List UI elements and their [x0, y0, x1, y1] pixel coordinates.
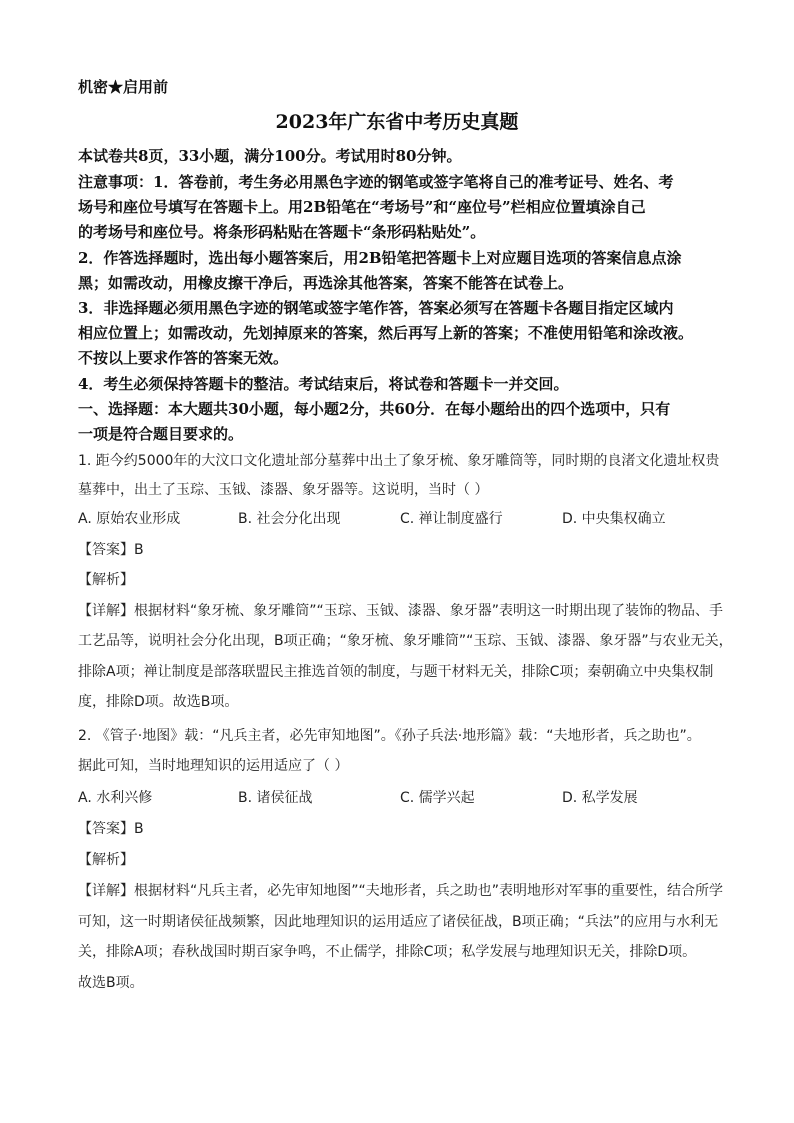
detail-line: 可知，这一时期诸侯征战频繁，因此地理知识的运用适应了诸侯征战，B项正确；“兵法”的应用与水利无: [78, 914, 719, 930]
question-stem: 2. 《管子·地图》载：“凡兵主者，必先审知地图”。《孙子兵法·地形篇》载：“夫地形者，兵之助也”。: [78, 728, 701, 744]
notes-line: 的考场号和座位号。将条形码粘贴在答题卡“条形码粘贴处”。: [78, 223, 486, 241]
section-heading: 一、选择题：本大题共30小题，每小题2分，共60分．在每小题给出的四个选项中，只有: [78, 400, 671, 418]
question-stem: 据此可知，当时地理知识的运用适应了（ ）: [78, 758, 349, 774]
notes-line: 4．考生必须保持答题卡的整洁。考试结束后，将试卷和答题卡一并交回。: [78, 375, 569, 393]
detail-line: 【详解】根据材料“象牙梳、象牙雕筒”“玉琮、玉钺、漆器、象牙器”表明这一时期出现了装饰的物品、手: [78, 603, 724, 619]
option-c: C. 禅让制度盛行: [400, 511, 503, 527]
question-stem: 1. 距今约5000年的大汶口文化遗址部分墓葬中出土了象牙梳、象牙雕筒等，同时期的良渚文化遗址权贵: [78, 453, 720, 469]
detail-line: 关，排除A项；春秋战国时期百家争鸣，不止儒学，排除C项；私学发展与地理知识无关，排除D项。: [78, 944, 697, 960]
analysis-label: 【解析】: [78, 572, 134, 588]
analysis-label: 【解析】: [78, 852, 134, 868]
notes-line: 2．作答选择题时，选出每小题答案后，用2B铅笔把答题卡上对应题目选项的答案信息点涂: [78, 249, 682, 267]
detail-line: 【详解】根据材料“凡兵主者，必先审知地图”“夫地形者，兵之助也”表明地形对军事的重要性，结合所学: [78, 883, 724, 899]
detail-line: 排除A项；禅让制度是部落联盟民主推选首领的制度，与题干材料无关，排除C项；秦朝确立中央集权制: [78, 664, 714, 680]
page-title: 2023年广东省中考历史真题: [275, 111, 519, 133]
option-c: C. 儒学兴起: [400, 790, 475, 806]
notes-line: 3．非选择题必须用黑色字迹的钢笔或签字笔作答，答案必须写在答题卡各题目指定区域内: [78, 299, 674, 317]
option-d: D. 私学发展: [562, 790, 638, 806]
answer-label: 【答案】B: [78, 542, 144, 558]
section-heading: 一项是符合题目要求的。: [78, 425, 244, 443]
notes-line: 相应位置上；如需改动，先划掉原来的答案，然后再写上新的答案；不准使用铅笔和涂改液。: [78, 324, 694, 342]
exam-info: 本试卷共8页，33小题，满分100分。考试用时80分钟。: [78, 147, 462, 165]
notes-line: 不按以上要求作答的答案无效。: [78, 349, 289, 367]
notes-line: 注意事项：1．答卷前，考生务必用黑色字迹的钢笔或签字笔将自己的准考证号、姓名、考: [78, 173, 674, 191]
option-d: D. 中央集权确立: [562, 511, 666, 527]
question-stem: 墓葬中，出土了玉琮、玉钺、漆器、象牙器等。这说明，当时（ ）: [78, 482, 489, 498]
option-a: A. 水利兴修: [78, 790, 153, 806]
detail-line: 度，排除D项。故选B项。: [78, 694, 239, 710]
option-b: B. 社会分化出现: [238, 511, 341, 527]
notes-line: 黑；如需改动，用橡皮擦干净后，再选涂其他答案，答案不能答在试卷上。: [78, 274, 574, 292]
option-b: B. 诸侯征战: [238, 790, 313, 806]
notes-line: 场号和座位号填写在答题卡上。用2B铅笔在“考场号”和“座位号”栏相应位置填涂自己: [78, 198, 646, 216]
option-a: A. 原始农业形成: [78, 511, 181, 527]
confidential-label: 机密★启用前: [78, 78, 169, 96]
detail-line: 故选B项。: [78, 975, 144, 991]
detail-line: 工艺品等，说明社会分化出现，B项正确；“象牙梳、象牙雕筒”“玉琮、玉钺、漆器、象牙器”与农业无关，: [78, 633, 733, 649]
answer-label: 【答案】B: [78, 821, 144, 837]
